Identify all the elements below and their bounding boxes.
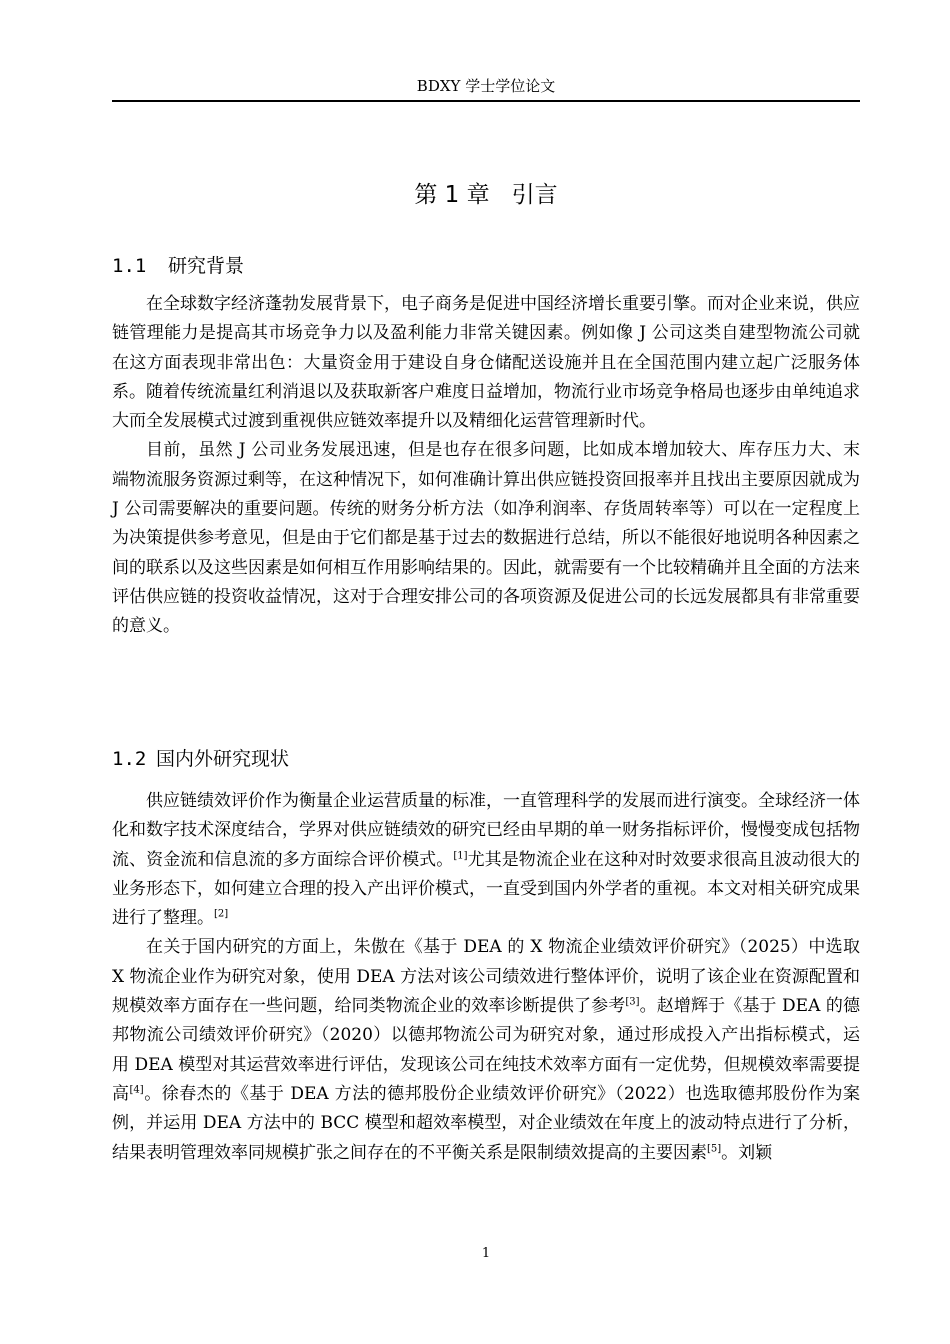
section-number: 1.1 [112,255,147,277]
paragraph [112,787,860,933]
page-number: 1 [481,1246,491,1261]
chapter-title [112,178,860,212]
section-number: 1.2 [112,748,147,770]
citation-ref: [5] [707,1142,722,1154]
running-header: BDXY 学士学位论文 [416,77,556,95]
chapter-label: 第 1 章 [414,182,490,208]
paragraph-text: 。徐春杰的《基于 DEA 方法的德邦股份企业绩效评价研究》（2022）也选取德邦股份作为案例，并运用 DEA 方法中的 BCC 模型和超效率模型，对企业绩效在年度上的波动特点进行了分析，结果表明管理效率同规模扩张之间存在的不平衡关系是限制绩效提高的主要因素 [112,1083,861,1163]
citation-ref: [2] [214,908,229,920]
paragraph-text: 供应链绩效评价作为衡量企业运营质量的标准，一直管理科学的发展而进行演变。全球经济一体化和数字技术深度结合，学界对供应链绩效的研究已经由早期的单一财务指标评价，慢慢变成包括物流、资金流和信息流的多方面综合评价模式。 [112,791,860,870]
section-title: 研究背景 [168,255,245,277]
header-rule [112,100,860,102]
paragraph-text: 。赵增辉于《基于 DEA 的德邦物流公司绩效评价研究》（2020）以德邦物流公司为研究对象，通过形成投入产出指标模式，运用 DEA 模型对其运营效率进行评估，发现该公司在纯技术效率方面有一定优势，但规模效率需要提高 [112,996,860,1104]
paragraph-text: 。刘颖 [721,1142,773,1163]
section-body-1-2 [112,787,860,1168]
section-title: 国内外研究现状 [156,748,290,770]
section-body-1-1 [112,290,860,642]
paragraph: 目前，虽然 J 公司业务发展迅速，但是也存在很多问题，比如成本增加较大、库存压力大、末端物流服务资源过剩等，在这种情况下，如何准确计算出供应链投资回报率并且找出主要原因就成为 J 公司需要解决的重要问题。传统的财务分析方法（如净利润率、存货周转率等）可以在一定程度上为决策提供参考意见，但是由于它们都是基于过去的数据进行总结，所以不能很好地说明各种因素之间的联系以及这些因素是如何相互作用影响结果的。因此，就需要有一个比较精确并且全面的方法来评估供应链的投资收益情况，这对于合理安排公司的各项资源及促进公司的长远发展都具有非常重要的意义。 [112,440,860,637]
chapter-name: 引言 [511,182,558,208]
section-heading-1-1 [112,252,860,280]
paragraph-text: 在关于国内研究的方面上，朱傲在《基于 DEA 的 X 物流企业绩效评价研究》（2025）中选取 X 物流企业作为研究对象，使用 DEA 方法对该公司绩效进行整体评价，说明了该企业在资源配置和规模效率方面存在一些问题，给同类物流企业的效率诊断提供了参考 [112,937,860,1017]
paragraph: 在全球数字经济蓬勃发展背景下，电子商务是促进中国经济增长重要引擎。而对企业来说，供应链管理能力是提高其市场竞争力以及盈利能力非常关键因素。例如像 J 公司这类自建型物流公司就在这方面表现非常出色：大量资金用于建设自身仓储配送设施并且在全国范围内建立起广泛服务体系。随着传统流量红利消退以及获取新客户难度日益增加，物流行业市场竞争格局也逐步由单纯追求大而全发展模式过渡到重视供应链效率提升以及精细化运营管理新时代。 [112,294,860,432]
citation-ref: [4] [129,1084,144,1096]
section-heading-1-2 [112,745,860,773]
paragraph-text: 尤其是物流企业在这种对时效要求很高且波动很大的业务形态下，如何建立合理的投入产出评价模式，一直受到国内外学者的重视。本文对相关研究成果进行了整理。 [112,849,861,929]
citation-ref: [1] [453,849,468,861]
citation-ref: [3] [625,996,640,1008]
paragraph [112,933,860,1167]
